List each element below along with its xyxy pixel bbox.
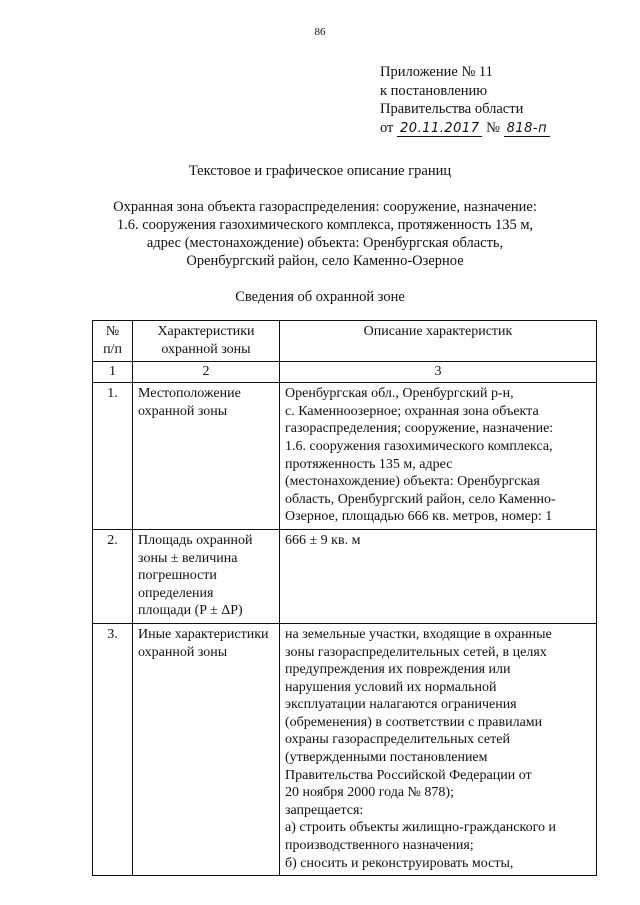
- appendix-date-line: [380, 119, 620, 139]
- header-description: Описание характеристик: [280, 321, 597, 362]
- appendix-line: Правительства области: [380, 101, 524, 117]
- row-number: 3.: [93, 623, 133, 875]
- row-number: 2.: [93, 529, 133, 623]
- row-characteristic: Иные характеристики охранной зоны: [133, 623, 280, 875]
- row-description: на земельные участки, входящие в охранные зоны газораспределительных сетей, в целях предупреждения их повреждения или нарушения условий их нормальной эксплуатации налагаются ограничения (обременения) в соответствии с правилами охраны газораспределительных сетей (утвержденными постановлением Правительства Российской Федерации от 20 ноября 2000 года № 878); запрещается: а) строить объекты жилищно-гражданского и производственного назначения; б) сносить и реконструировать мосты,: [280, 623, 597, 875]
- table-row: [93, 623, 597, 875]
- section-title: Сведения об охранной зоне: [235, 289, 405, 305]
- table-row: [93, 383, 597, 530]
- row-characteristic: Местоположение охранной зоны: [133, 383, 280, 530]
- column-number-row: [93, 362, 597, 383]
- number-prefix: №: [486, 119, 500, 136]
- appendix-line: к постановлению: [380, 82, 488, 99]
- handwritten-number: 818-п: [504, 121, 551, 137]
- header-number: № п/п: [93, 321, 133, 362]
- object-description: Охранная зона объекта газораспределения: сооружение, назначение: 1.6. сооружения газохимического комплекса, протяженность 135 м, адрес (местонахождение) объекта: Оренбургская область, Оренбургский район, село Каменно-Озерное: [113, 199, 537, 269]
- header-characteristic: Характеристики охранной зоны: [133, 321, 280, 362]
- table-row: [93, 529, 597, 623]
- row-description: Оренбургская обл., Оренбургский р-н, с. Каменноозерное; охранная зона объекта газораспределения; сооружение, назначение: 1.6. сооружения газохимического комплекса, протяженность 135 м, адрес (местонахождение) объекта: Оренбургская область, Оренбургский район, село Каменно- Озерное, площадью 666 кв. метров, номер: 1: [280, 383, 597, 530]
- document-title: Текстовое и графическое описание границ: [188, 163, 452, 179]
- appendix-block: [380, 63, 620, 138]
- row-number: 1.: [93, 383, 133, 530]
- appendix-line: Приложение № 11: [380, 64, 493, 80]
- column-number: 1: [93, 362, 133, 383]
- handwritten-date: 20.11.2017: [397, 121, 482, 137]
- row-characteristic: Площадь охранной зоны ± величина погрешности определения площади (P ± ΔP): [133, 529, 280, 623]
- row-description: 666 ± 9 кв. м: [280, 529, 597, 623]
- page-number: 86: [314, 26, 326, 38]
- column-number: 3: [280, 362, 597, 383]
- date-prefix: от: [380, 119, 394, 136]
- column-number: 2: [133, 362, 280, 383]
- table-header-row: [93, 321, 597, 362]
- zone-table: [92, 320, 597, 876]
